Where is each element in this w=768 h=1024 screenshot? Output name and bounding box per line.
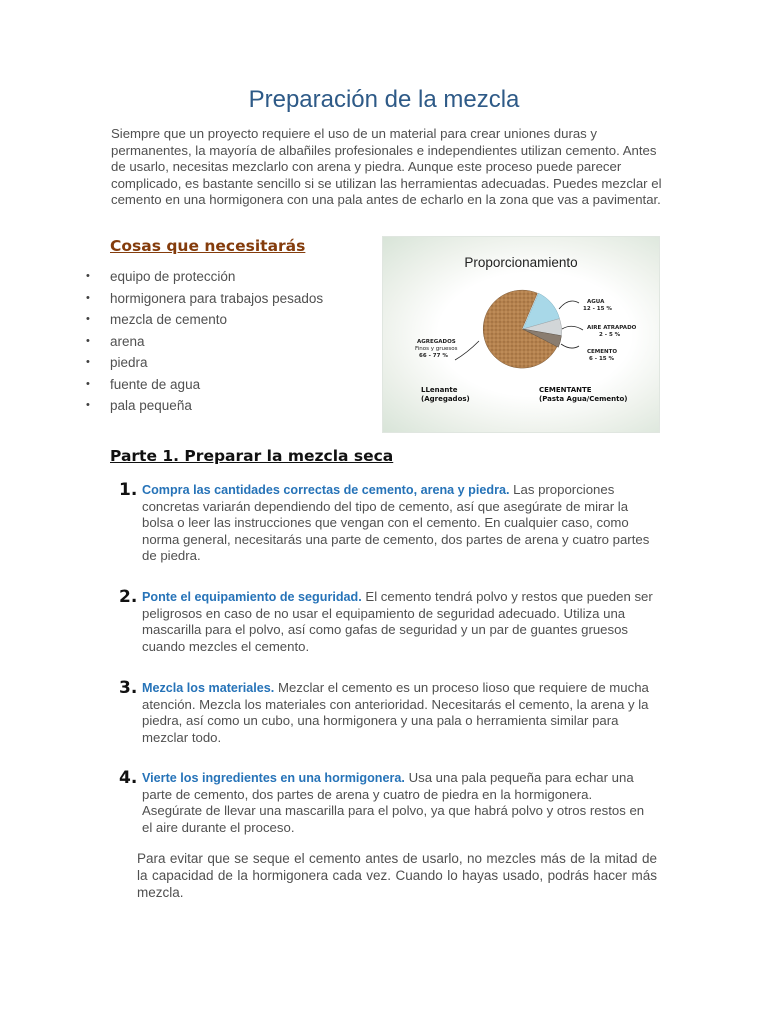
step-lead: Ponte el equipamiento de seguridad.	[142, 590, 362, 604]
step-body: Las proporciones concretas variarán dependiendo del tipo de cemento, así que asegúrate de mirar la bolsa o leer las instrucciones que vengan con el cemento. En cualquier caso, como norma general, necesitarás una parte de cemento, dos partes de arena y cuatro partes de piedra.	[142, 482, 650, 564]
closing-paragraph: Para evitar que se seque el cemento antes de usarlo, no mezcles más de la mitad de la capacidad de la hormigonera cada vez. Cuando lo hayas usado, podrás hacer más mezcla.	[137, 851, 657, 900]
proportion-diagram	[383, 237, 659, 432]
things-list	[80, 266, 323, 417]
label-llenante: LLenante	[421, 386, 458, 394]
step-number: 3.	[119, 678, 138, 698]
list-item: • piedra	[80, 352, 323, 374]
step-number: 4.	[119, 768, 138, 788]
label-aire: AIRE ATRAPADO	[587, 325, 637, 331]
label-cemento: CEMENTO	[587, 349, 618, 355]
list-item: • mezcla de cemento	[80, 309, 323, 331]
label-agregados-sub: Finos y gruesos	[415, 346, 458, 352]
step-lead: Compra las cantidades correctas de cemento, arena y piedra.	[142, 483, 510, 497]
intro-paragraph: Siempre que un proyecto requiere el uso de un material para crear uniones duras y permanentes, la mayoría de albañiles profesionales e independientes utilizan cemento. Antes de usarlo, necesitas mezclarlo con arena y piedra. Aunque este proceso puede parecer complicado, es bastante sencillo si se utilizan las herramientas adecuadas. Puedes mezclar el cemento en una hormigonera con una pala antes de echarlo en la zona que vas a pavimentar.	[111, 126, 662, 207]
step-text	[142, 589, 654, 655]
label-agua: AGUA	[587, 299, 605, 305]
label-llenante-sub: (Agregados)	[421, 395, 470, 403]
step-body: Mezclar el cemento es un proceso lioso que requiere de mucha atención. Mezcla los materiales con anterioridad. Necesitarás el cemento, la arena y la piedra, así como un cubo, una hormigonera y una pala o herramienta similar para mezclar todo.	[142, 680, 649, 745]
label-agregados-pct: 66 - 77 %	[419, 353, 448, 359]
list-item: • hormigonera para trabajos pesados	[80, 288, 323, 310]
step-number: 2.	[119, 587, 138, 607]
label-cementante: CEMENTANTE	[539, 386, 592, 394]
figure-title: Proporcionamiento	[464, 255, 578, 270]
label-cemento-pct: 6 - 15 %	[589, 356, 615, 362]
proportion-figure	[382, 236, 660, 433]
list-item: • equipo de protección	[80, 266, 323, 288]
step-number: 1.	[119, 480, 138, 500]
list-item: • pala pequeña	[80, 395, 323, 417]
list-item: • arena	[80, 331, 323, 353]
step-body: El cemento tendrá polvo y restos que pueden ser peligrosos en caso de no usar el equipamiento de seguridad adecuado. Utiliza una mascarilla para el polvo, así como gafas de seguridad y un par de guantes gruesos cuando mezcles el cemento.	[142, 589, 653, 654]
label-aire-pct: 2 - 5 %	[599, 332, 621, 338]
list-item: • fuente de agua	[80, 374, 323, 396]
step-text	[142, 482, 654, 565]
step-text	[142, 680, 654, 746]
step-lead: Vierte los ingredientes en una hormigonera.	[142, 771, 405, 785]
step-lead: Mezcla los materiales.	[142, 681, 275, 695]
label-agregados: AGREGADOS	[417, 339, 456, 345]
label-agua-pct: 12 - 15 %	[583, 306, 612, 312]
step-text	[142, 770, 654, 836]
page-title: Preparación de la mezcla	[248, 86, 520, 113]
step-body: Usa una pala pequeña para echar una parte de cemento, dos partes de arena y cuatro de piedra en la hormigonera. Asegúrate de llevar una mascarilla para el polvo, ya que habrá polvo y otros restos en el aire durante el proceso.	[142, 770, 645, 835]
part1-heading: Parte 1. Preparar la mezcla seca	[110, 447, 394, 465]
things-heading: Cosas que necesitarás	[110, 237, 306, 255]
label-cementante-sub: (Pasta Agua/Cemento)	[539, 395, 628, 403]
